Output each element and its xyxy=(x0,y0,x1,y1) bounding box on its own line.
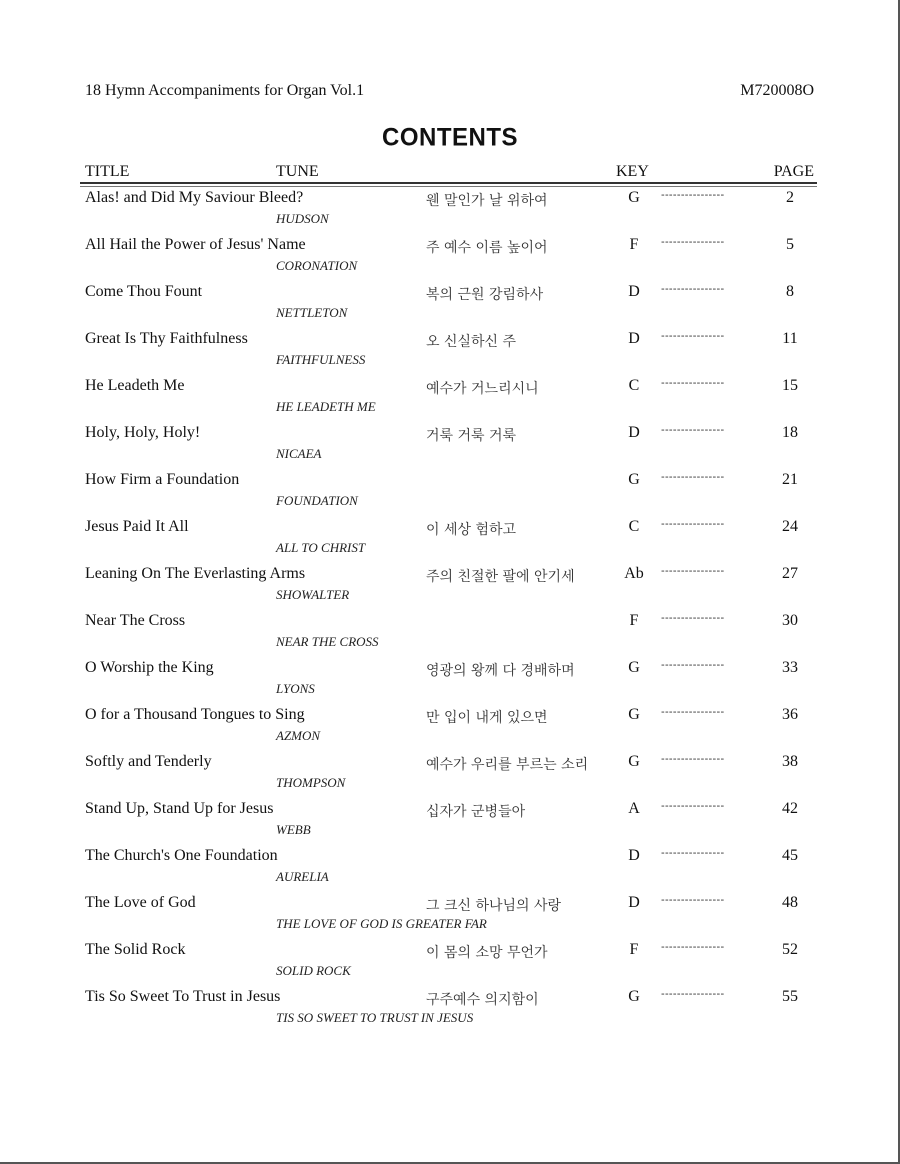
entry-tune: ALL TO CHRIST xyxy=(276,540,366,555)
entry-title: Come Thou Fount xyxy=(85,283,203,300)
entry-tune: SOLID ROCK xyxy=(276,963,351,978)
entry-title: O for a Thousand Tongues to Sing xyxy=(85,706,305,723)
entry-page: 2 xyxy=(786,189,794,206)
contents-entry xyxy=(0,987,900,1034)
contents-entry xyxy=(0,282,900,329)
column-header-title: TITLE xyxy=(85,163,130,180)
entry-leader: ---------------- xyxy=(661,941,725,953)
entry-page: 36 xyxy=(782,706,798,723)
catalog-code: M720008O xyxy=(740,82,814,99)
entry-title: The Church's One Foundation xyxy=(85,847,278,864)
entry-key: D xyxy=(628,424,640,441)
entry-key: F xyxy=(629,941,639,958)
entry-leader: ---------------- xyxy=(661,753,725,765)
entry-page: 52 xyxy=(782,941,798,958)
entry-korean-title: 예수가 우리를 부르는 소리 xyxy=(426,757,589,773)
entry-korean-title: 복의 근원 강림하사 xyxy=(426,287,544,303)
contents-entry xyxy=(0,423,900,470)
entry-page: 15 xyxy=(782,377,798,394)
column-header-key: KEY xyxy=(616,163,649,180)
entry-tune: NEAR THE CROSS xyxy=(276,634,379,649)
entry-korean-title: 이 세상 험하고 xyxy=(426,522,517,538)
entry-korean-title: 예수가 거느리시니 xyxy=(426,381,539,397)
entry-tune: NETTLETON xyxy=(276,305,348,320)
entry-tune: AZMON xyxy=(276,728,321,743)
entry-tune: FOUNDATION xyxy=(276,493,358,508)
entry-title: All Hail the Power of Jesus' Name xyxy=(85,236,306,253)
entry-page: 42 xyxy=(782,800,798,817)
entry-key: G xyxy=(628,753,640,770)
entry-key: D xyxy=(628,283,640,300)
entry-title: The Solid Rock xyxy=(85,941,186,958)
entry-korean-title: 거룩 거룩 거룩 xyxy=(426,428,517,444)
entry-korean-title: 그 크신 하나님의 사랑 xyxy=(426,898,562,914)
contents-entry xyxy=(0,752,900,799)
entry-leader: ---------------- xyxy=(661,565,725,577)
entry-title: Stand Up, Stand Up for Jesus xyxy=(85,800,274,817)
entry-title: Tis So Sweet To Trust in Jesus xyxy=(85,988,281,1005)
entry-leader: ---------------- xyxy=(661,847,725,859)
entry-page: 21 xyxy=(782,471,798,488)
entry-page: 45 xyxy=(782,847,798,864)
entry-title: He Leadeth Me xyxy=(85,377,185,394)
entry-key: D xyxy=(628,894,640,911)
entry-tune: HE LEADETH ME xyxy=(276,399,376,414)
entry-tune: THOMPSON xyxy=(276,775,346,790)
contents-entry xyxy=(0,329,900,376)
entry-tune: THE LOVE OF GOD IS GREATER FAR xyxy=(276,916,487,931)
entry-key: G xyxy=(628,706,640,723)
entry-leader: ---------------- xyxy=(661,377,725,389)
entry-page: 48 xyxy=(782,894,798,911)
contents-entry xyxy=(0,893,900,940)
contents-entry xyxy=(0,470,900,517)
entry-korean-title: 만 입이 내게 있으면 xyxy=(426,710,548,726)
entry-title: The Love of God xyxy=(85,894,196,911)
entry-key: D xyxy=(628,330,640,347)
entry-leader: ---------------- xyxy=(661,189,725,201)
entry-page: 24 xyxy=(782,518,798,535)
entry-page: 38 xyxy=(782,753,798,770)
contents-entry xyxy=(0,705,900,752)
entry-page: 27 xyxy=(782,565,798,582)
entry-korean-title: 주의 친절한 팔에 안기세 xyxy=(426,569,575,585)
contents-entry xyxy=(0,940,900,987)
entry-tune: WEBB xyxy=(276,822,311,837)
entry-key: F xyxy=(629,236,639,253)
entry-leader: ---------------- xyxy=(661,471,725,483)
entry-title: Alas! and Did My Saviour Bleed? xyxy=(85,189,304,206)
entry-tune: SHOWALTER xyxy=(276,587,350,602)
entry-korean-title: 영광의 왕께 다 경배하며 xyxy=(426,663,575,679)
entry-leader: ---------------- xyxy=(661,330,725,342)
entry-title: Jesus Paid It All xyxy=(85,518,189,535)
entry-korean-title: 웬 말인가 날 위하여 xyxy=(426,193,548,209)
entry-tune: FAITHFULNESS xyxy=(276,352,366,367)
contents-entry xyxy=(0,564,900,611)
book-title: 18 Hymn Accompaniments for Organ Vol.1 xyxy=(85,82,365,99)
column-header-page: PAGE xyxy=(773,163,814,180)
entry-page: 18 xyxy=(782,424,798,441)
entry-page: 8 xyxy=(786,283,794,300)
entry-tune: CORONATION xyxy=(276,258,358,273)
entry-key: C xyxy=(628,377,640,394)
entry-title: Leaning On The Everlasting Arms xyxy=(85,565,306,582)
entry-tune: LYONS xyxy=(276,681,315,696)
contents-entry xyxy=(0,188,900,235)
entry-tune: TIS SO SWEET TO TRUST IN JESUS xyxy=(276,1010,474,1025)
entry-tune: NICAEA xyxy=(276,446,322,461)
contents-entry xyxy=(0,658,900,705)
entry-leader: ---------------- xyxy=(661,283,725,295)
entry-key: G xyxy=(628,659,640,676)
entry-page: 11 xyxy=(782,330,798,347)
entry-korean-title: 구주예수 의지함이 xyxy=(426,992,539,1008)
contents-entry xyxy=(0,611,900,658)
entry-key: D xyxy=(628,847,640,864)
contents-entry xyxy=(0,846,900,893)
entry-title: Holy, Holy, Holy! xyxy=(85,424,201,441)
entry-page: 5 xyxy=(786,236,794,253)
entry-key: C xyxy=(628,518,640,535)
contents-entry xyxy=(0,799,900,846)
entry-leader: ---------------- xyxy=(661,988,725,1000)
header-rule-thin xyxy=(80,186,817,187)
entry-title: Near The Cross xyxy=(85,612,186,629)
contents-entry xyxy=(0,235,900,282)
entry-page: 30 xyxy=(782,612,798,629)
entry-korean-title: 주 예수 이름 높이어 xyxy=(426,240,548,256)
entry-key: F xyxy=(629,612,639,629)
entry-page: 33 xyxy=(782,659,798,676)
contents-entry xyxy=(0,517,900,564)
entry-leader: ---------------- xyxy=(661,236,725,248)
column-header-tune: TUNE xyxy=(276,163,319,180)
contents-list xyxy=(0,188,900,1034)
entry-korean-title: 이 몸의 소망 무언가 xyxy=(426,945,548,961)
entry-leader: ---------------- xyxy=(661,659,725,671)
entry-key: A xyxy=(628,800,640,817)
page-title: CONTENTS xyxy=(382,123,518,152)
entry-leader: ---------------- xyxy=(661,612,725,624)
entry-title: How Firm a Foundation xyxy=(85,471,240,488)
entry-key: G xyxy=(628,189,640,206)
entry-title: Great Is Thy Faithfulness xyxy=(85,330,248,347)
entry-page: 55 xyxy=(782,988,798,1005)
entry-tune: HUDSON xyxy=(276,211,329,226)
entry-title: O Worship the King xyxy=(85,659,214,676)
entry-korean-title: 십자가 군병들아 xyxy=(426,804,526,820)
entry-key: G xyxy=(628,988,640,1005)
entry-korean-title: 오 신실하신 주 xyxy=(426,334,517,350)
contents-entry xyxy=(0,376,900,423)
entry-leader: ---------------- xyxy=(661,800,725,812)
entry-leader: ---------------- xyxy=(661,424,725,436)
entry-key: G xyxy=(628,471,640,488)
entry-leader: ---------------- xyxy=(661,706,725,718)
entry-tune: AURELIA xyxy=(276,869,329,884)
entry-leader: ---------------- xyxy=(661,518,725,530)
entry-leader: ---------------- xyxy=(661,894,725,906)
header-rule xyxy=(80,182,817,184)
entry-title: Softly and Tenderly xyxy=(85,753,212,770)
entry-key: Ab xyxy=(624,565,644,582)
